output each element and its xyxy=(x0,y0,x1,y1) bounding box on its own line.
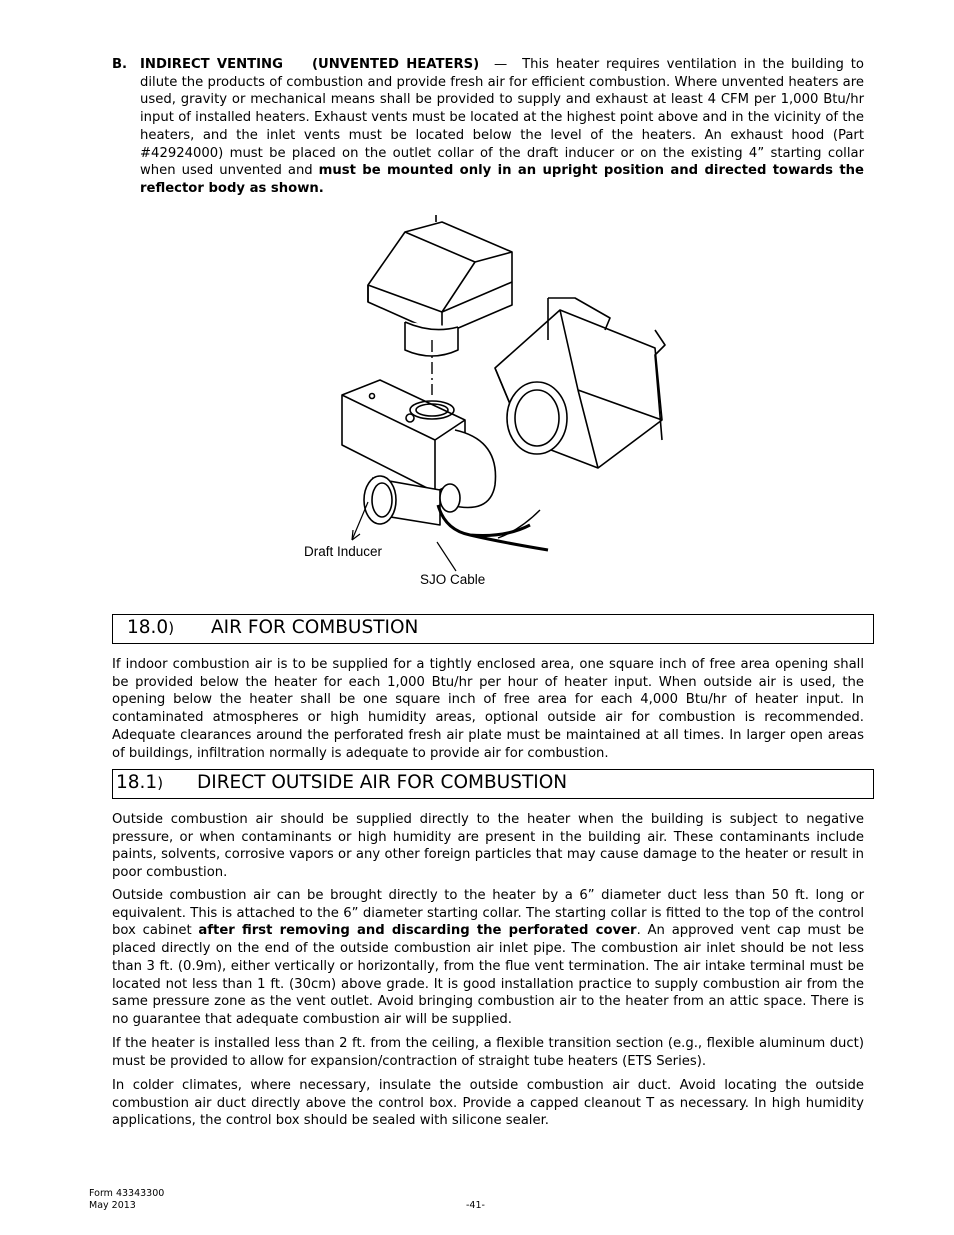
section-18-1-p1: Outside combustion air should be supplied directly to the heater when the building is subject to negative pressure, or when contaminants or high humidity are present in the building air. These contaminants include paints, solvents, corrosive vapors or any other foreign particles that may cause damage to the heater or result in poor combustion. xyxy=(112,812,864,881)
footer-form: Form 43343300 xyxy=(89,1188,165,1199)
exhaust-hood xyxy=(368,215,512,356)
section-18-0-paragraph: If indoor combustion air is to be supplied for a tightly enclosed area, one square inch of free area opening shall be provided below the heater for each 1,000 Btu/hr per hour of heater input. When outside air is used, the opening below the heater shall be one square inch of free area for each 4,000 Btu/hr of heater input. In contaminated atmospheres or high humidity areas, optional outside air for combustion is recommended. Adequate clearances around the perforated fresh air plate must be maintained at all times. In larger open areas of buildings, infiltration normally is adequate to provide air for combustion. xyxy=(112,657,864,761)
section-18-0-heading xyxy=(112,614,874,644)
section-18-1-p2-b: . An approved vent cap must be placed directly on the end of the outside combustion air inlet pipe. The combustion air inlet should be not less than 3 ft. (0.9m), either vertically or horizontally, from the flue vent termination. The air intake terminal must be located not less than 1 ft. (30cm) above grade. It is good installation practice to supply combustion air from the same pressure zone as the vent outlet. Avoid bringing combustion air to the heater from an attic space. There is no guarantee that adequate combustion air will be supplied. xyxy=(112,923,865,1027)
section-18-1-p2-a: Outside combustion air can be brought directly to the heater by a 6” diameter duct less than 50 ft. long or equivalent. This is attached to the 6” diameter starting collar. The starting collar is fitted to the top of the control box cabinet xyxy=(112,888,864,939)
section-18-1-title: DIRECT OUTSIDE AIR FOR COMBUSTION xyxy=(197,772,568,793)
section-18-1-heading xyxy=(112,769,874,799)
section-18-0-title: AIR FOR COMBUSTION xyxy=(211,617,419,638)
section-b-dash: — xyxy=(494,57,508,72)
section-18-1-p3: If the heater is installed less than 2 ft. from the ceiling, a flexible transition section (e.g., flexible aluminum duct) must be provided to allow for expansion/contraction of straight tube heaters (ETS Series). xyxy=(112,1036,864,1069)
draft-inducer-box xyxy=(342,380,496,525)
section-b-body xyxy=(140,56,864,198)
footer-date: May 2013 xyxy=(89,1200,136,1211)
section-b-bold-tail: must be mounted only in an upright position and directed towards the reflector body as shown xyxy=(140,163,864,196)
section-b-text: This heater requires ventilation in the building to dilute the products of combustion and provide fresh air for efficient combustion. Where unvented heaters are used, gravity or mechanical means shall be provided to supply and exhaust at least 4 CFM per 1,000 Btu/hr input of installed heaters. Exhaust vents must be located at the highest point above and in the vicinity of the heaters, and the inlet vents must be located below the level of the heaters. An exhaust hood (Part #42924000) must be placed on the outlet collar of the draft inducer or on the existing 4” starting collar when used unvented and xyxy=(140,57,864,179)
section-b xyxy=(112,56,864,198)
section-18-1-number: 18.1) xyxy=(116,772,164,793)
reflector-body xyxy=(495,298,665,468)
section-b-heading: INDIRECT VENTING (UNVENTED HEATERS) xyxy=(140,57,480,72)
section-18-1-p4: In colder climates, where necessary, insulate the outside combustion air duct. Avoid locating the outside combustion air duct directly above the control box. Provide a capped cleanout T as necessary. In high humidity applications, the control box should be sealed with silicone sealer. xyxy=(112,1078,864,1129)
section-18-1-p2-bold: after first removing and discarding the perforated cover xyxy=(198,923,637,939)
section-18-0-number: 18.0) xyxy=(127,617,175,638)
sjo-cable-label: SJO Cable xyxy=(420,572,486,587)
section-b-letter: B. xyxy=(112,57,128,72)
section-b-end: . xyxy=(318,180,324,196)
exhaust-hood-figure xyxy=(290,212,710,592)
section-18-1-p2 xyxy=(112,887,864,1029)
sjo-cable xyxy=(438,505,548,550)
draft-inducer-label: Draft Inducer xyxy=(304,544,383,559)
footer-page-number: -41- xyxy=(466,1200,485,1211)
